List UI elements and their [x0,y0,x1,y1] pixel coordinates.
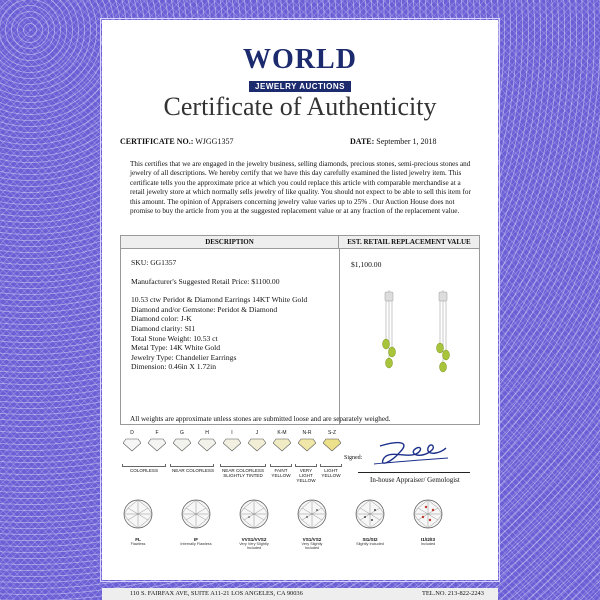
column-divider [339,249,340,425]
footer [102,588,498,600]
diamond-icon [273,438,291,452]
sku-line: SKU: GG1357 [131,258,177,267]
diamond-icon [298,438,316,452]
appraiser-title: In-house Appraiser/ Gemologist [370,476,460,484]
color-group: NEAR COLORLESS SLIGHTLY TINTED [221,468,265,479]
clarity-grade: SI1/SI2 Slightly Included [352,498,388,546]
spec-line: Metal Type: 14K White Gold [131,343,221,353]
color-group: COLORLESS [129,468,159,473]
clarity-grade: FL Flawless [120,498,156,546]
spec-line: 10.53 ctw Peridot & Diamond Earrings 14KT White Gold [131,295,308,305]
signature [370,438,450,474]
color-grade: K-M [270,430,294,454]
clarity-grade: VS1/VS2 Very Slightly Included [294,498,330,551]
signature-line [358,472,470,473]
color-group: LIGHT YELLOW [321,468,341,479]
spec-line: Diamond and/or Gemstone: Peridot & Diamond [131,304,278,314]
clarity-grade: IF Internally Flawless [178,498,214,546]
description-body [131,258,336,372]
diamond-icon [223,438,241,452]
diamond-icon [123,438,141,452]
spec-line: Diamond color: J-K [131,314,192,324]
clarity-grade: VVS1/VVS2 Very Very Slightly Included [236,498,272,551]
color-group: FAINT YELLOW [271,468,291,479]
description-header: DESCRIPTION [121,236,339,249]
diamond-icon [180,498,212,530]
color-grade: J [245,430,269,454]
certificate-number-value: WJGG1357 [195,137,234,146]
certificate-date-value: September 1, 2018 [376,137,437,146]
color-grade: I [220,430,244,454]
color-grade-chart [120,430,350,495]
diamond-icon [354,498,386,530]
certificate-date-label: DATE: [350,137,375,146]
signed-label: Signed: [344,455,363,461]
diamond-icon [323,438,341,452]
replacement-value: $1,100.00 [351,260,382,269]
price-header: EST. RETAIL REPLACEMENT VALUE [339,236,479,249]
spec-line: Jewelry Type: Chandelier Earrings [131,352,237,362]
spec-line: Dimension: 0.46in X 1.72in [131,362,217,372]
intro-paragraph: This certifies that we are engaged in the jewelry business, selling diamonds, precious stones, semi-precious stones and jewelry of all descriptions. We hereby certify that we have this day carefully examined the listed jewelry item. This certificate tells you the approximate price at which you could replace this article with comparable merchandise at a retail jewelry store at which normally sells jewelry of like quality. You should not expect to be able to sell this item for this amount. The opinion of Appraisers concerning jewelry value varies up to 25% . Our Auction House does not promise to buy the article from you at the suggested replacement value or at any fraction of the replacement value. [130,160,471,216]
certificate-paper [102,20,498,597]
certificate-title: Certificate of Authenticity [163,92,437,121]
certificate-number [120,137,233,146]
certificate-number-label: CERTIFICATE NO.: [120,137,194,146]
diamond-icon [296,498,328,530]
footer-address: 110 S. FAIRFAX AVE, SUITE A11-21 LOS ANGELES, CA 90036 [130,590,303,597]
color-grade: N-R [295,430,319,454]
diamond-icon [122,498,154,530]
color-grade: H [195,430,219,454]
clarity-grade: I1/I2/I3 Included [410,498,446,546]
certificate-date [350,137,437,146]
color-grade: F [145,430,169,454]
earrings-photo [361,286,471,416]
weights-note: All weights are approximate unless stones are submitted loose and are separately weighed. [130,415,391,423]
color-grade: S-Z [320,430,344,454]
color-group: NEAR COLORLESS [171,468,215,473]
color-grade: D [120,430,144,454]
diamond-icon [148,438,166,452]
spec-line: Total Stone Weight: 10.53 ct [131,333,218,343]
clarity-chart [120,498,466,570]
logo-tagline: JEWELRY AUCTIONS [249,81,351,92]
color-grade: G [170,430,194,454]
msrp-line: Manufacturer's Suggested Retail Price: $1100.00 [131,276,280,286]
logo-wordmark: WORLD [243,44,357,75]
description-table [120,235,480,425]
diamond-icon [238,498,270,530]
color-group: VERY LIGHT YELLOW [296,468,316,484]
footer-phone: TEL.NO. 213-822-2243 [422,590,484,597]
diamond-icon [173,438,191,452]
diamond-icon [412,498,444,530]
spec-line: Diamond clarity: SI1 [131,323,196,333]
diamond-icon [198,438,216,452]
company-logo [102,44,498,94]
diamond-icon [248,438,266,452]
